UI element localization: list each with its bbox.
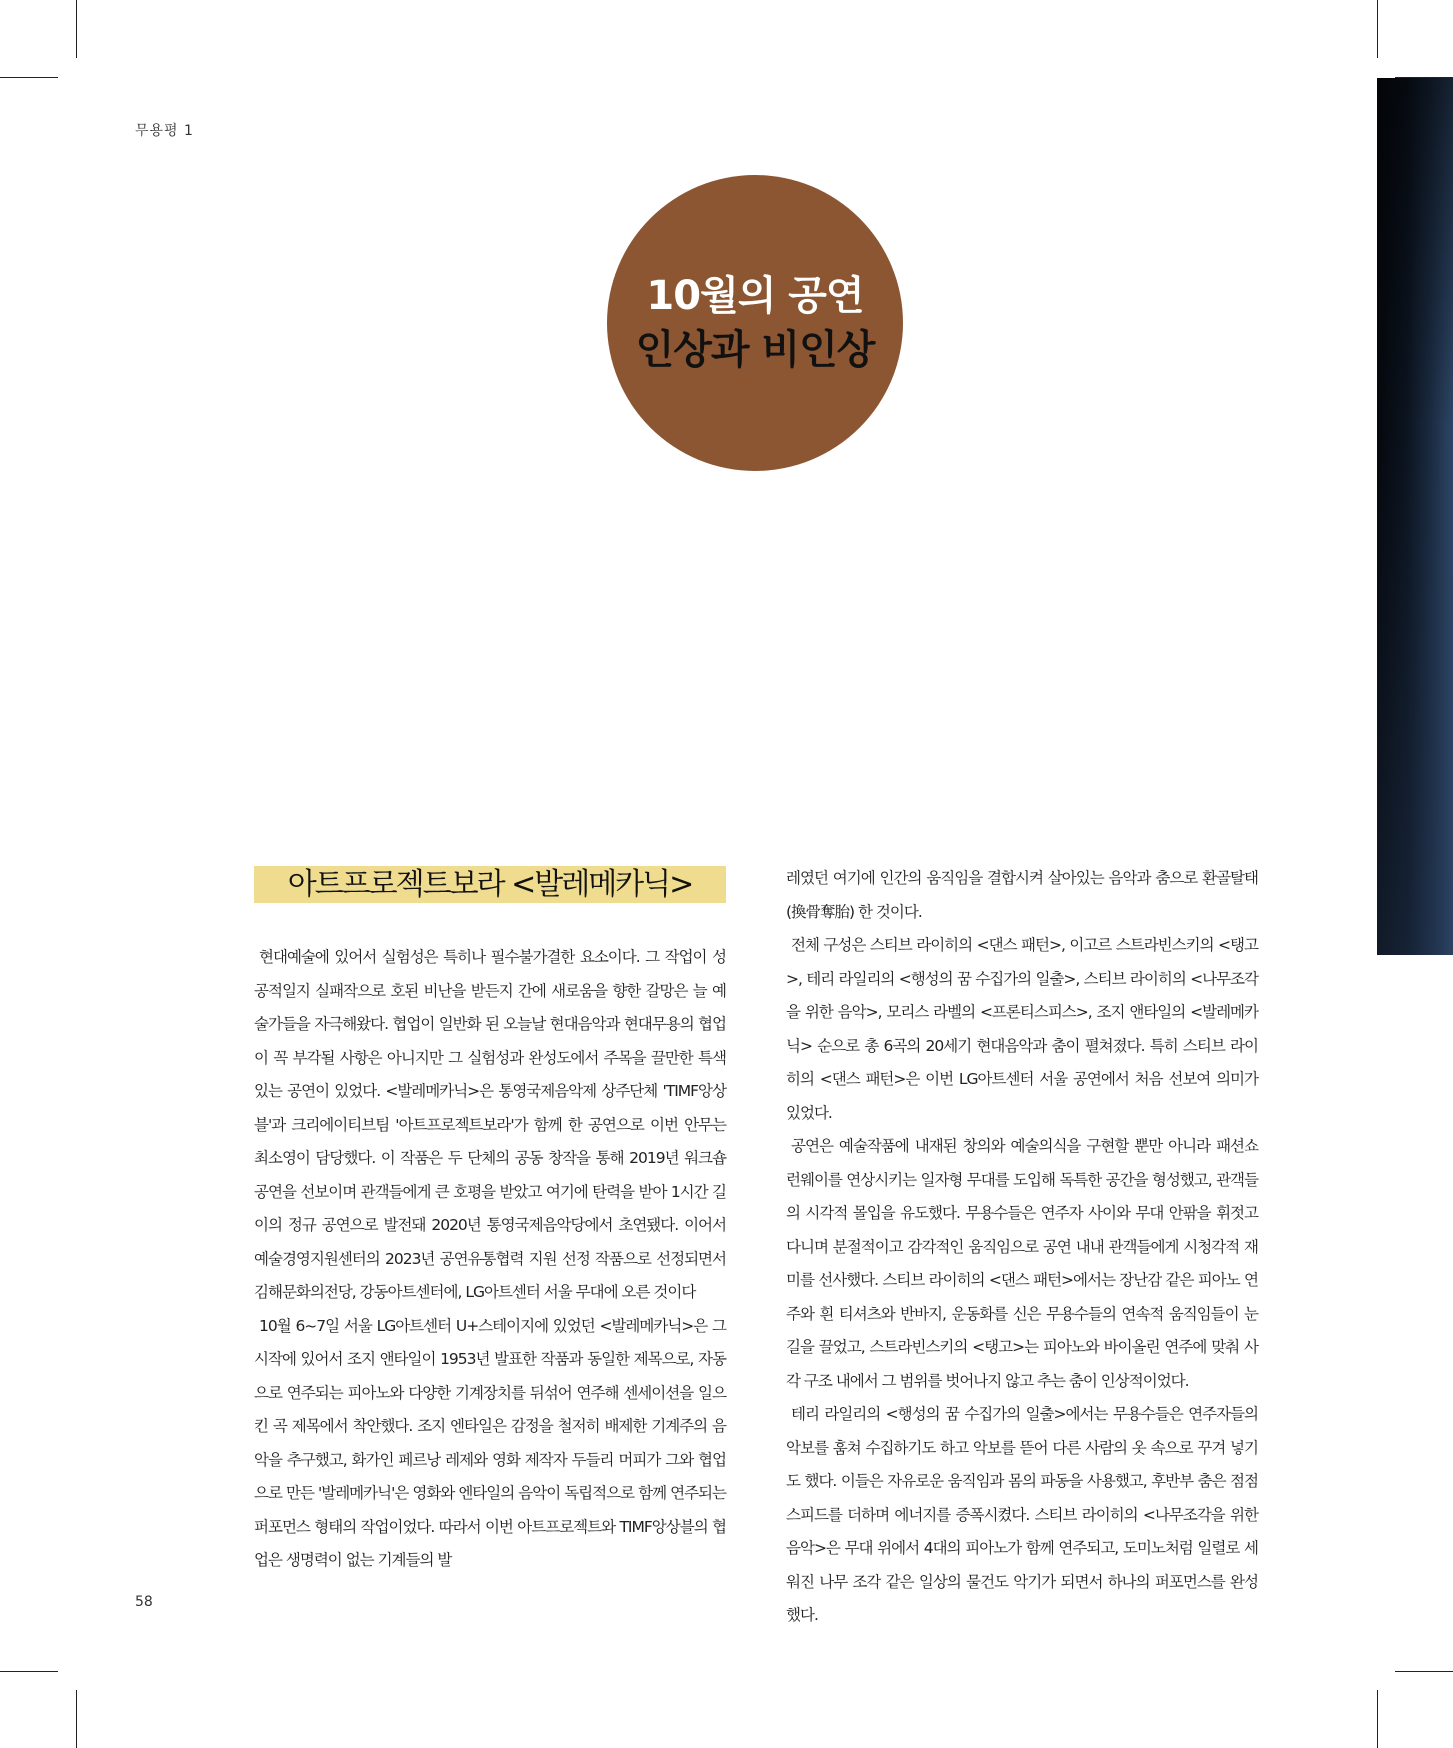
section-label: 무용평 1 <box>135 123 194 139</box>
crop-mark <box>1377 0 1378 58</box>
paragraph: 테리 라일리의 <행성의 꿈 수집가의 일출>에서는 무용수들은 연주자들의 악보를 훔쳐 수집하기도 하고 악보를 뜯어 다른 사람의 옷 속으로 꾸겨 넣기도 했다. 이들은 자유로운 움직임과 몸의 파동을 사용했고, 후반부 춤은 점점 스피드를 더하며 에너지를 증폭시켰다. 스티브 라이히의 <나무조각을 위한 음악>은 무대 위에서 4대의 피아노가 함께 연주되고, 도미노처럼 일렬로 세워진 나무 조각 같은 일상의 물건도 악기가 되면서 하나의 퍼포먼스를 완성했다. <box>786 1405 1258 1624</box>
title-circle <box>607 175 903 471</box>
paragraph: 현대예술에 있어서 실험성은 특히나 필수불가결한 요소이다. 그 작업이 성공적일지 실패작으로 호된 비난을 받든지 간에 새로움을 향한 갈망은 늘 예술가들을 자극해왔다. 협업이 일반화 된 오늘날 현대음악과 현대무용의 협업이 꼭 부각될 사항은 아니지만 그 실험성과 완성도에서 주목을 끌만한 특색 있는 공연이 있었다. <발레메카닉>은 통영국제음악제 상주단체 'TIMF앙상블'과 크리에이티브팀 '아트프로젝트보라'가 함께 한 공연으로 이번 안무는 최소영이 담당했다. 이 작품은 두 단체의 공동 창작을 통해 2019년 워크숍 공연을 선보이며 관객들에게 큰 호평을 받았고 여기에 탄력을 받아 1시간 길이의 정규 공연으로 발전돼 2020년 통영국제음악당에서 초연됐다. 이어서 예술경영지원센터의 2023년 공연유통협력 지원 선정 작품으로 선정되면서 김해문화의전당, 강동아트센터에, LG아트센터 서울 무대에 오른 것이다 <box>254 948 726 1301</box>
crop-mark <box>0 77 58 78</box>
left-column <box>254 941 726 1578</box>
paragraph-continuation: 레였던 여기에 인간의 움직임을 결합시켜 살아있는 음악과 춤으로 환골탈태(換骨奪胎) 한 것이다. <box>786 869 1258 921</box>
crop-mark <box>76 0 77 58</box>
crop-mark <box>1377 1690 1378 1748</box>
crop-mark <box>0 1671 58 1672</box>
paragraph: 10월 6~7일 서울 LG아트센터 U+스테이지에 있었던 <발레메카닉>은 그 시작에 있어서 조지 앤타일이 1953년 발표한 작품과 동일한 제목으로, 자동으로 연주되는 피아노와 다양한 기계장치를 뒤섞어 연주해 센세이션을 일으킨 곡 제목에서 착안했다. 조지 엔타일은 감정을 철저히 배제한 기계주의 음악을 추구했고, 화가인 페르낭 레제와 영화 제작자 두들리 머피가 그와 협업으로 만든 '발레메카닉'은 영화와 엔타일의 음악이 독립적으로 함께 연주되는 퍼포먼스 형태의 작업이었다. 따라서 이번 아트프로젝트와 TIMF앙상블의 협업은 생명력이 없는 기계들의 발 <box>254 1316 726 1569</box>
title-line-1: 10월의 공연 <box>646 273 864 319</box>
right-column <box>786 862 1258 1633</box>
crop-mark <box>1395 1671 1453 1672</box>
crop-mark <box>76 1690 77 1748</box>
title-line-2: 인상과 비인상 <box>635 327 875 373</box>
paragraph: 공연은 예술작품에 내재된 창의와 예술의식을 구현할 뿐만 아니라 패션쇼 런웨이를 연상시키는 일자형 무대를 도입해 독특한 공간을 형성했고, 관객들의 시각적 몰입을 유도했다. 무용수들은 연주자 사이와 무대 안팎을 휘젓고 다니며 분절적이고 감각적인 움직임으로 공연 내내 관객들에게 시청각적 재미를 선사했다. 스티브 라이히의 <댄스 패턴>에서는 장난감 같은 피아노 연주와 흰 티셔츠와 반바지, 운동화를 신은 무용수들의 연속적 움직임들이 눈길을 끌었고, 스트라빈스키의 <탱고>는 피아노와 바이올린 연주에 맞춰 사각 구조 내에서 그 범위를 벗어나지 않고 추는 춤이 인상적이었다. <box>786 1137 1258 1390</box>
photo-edge-strip <box>1377 78 1453 955</box>
paragraph: 전체 구성은 스티브 라이히의 <댄스 패턴>, 이고르 스트라빈스키의 <탱고>, 테리 라일리의 <행성의 꿈 수집가의 일출>, 스티브 라이히의 <나무조각을 위한 음악>, 모리스 라벨의 <프론티스피스>, 조지 앤타일의 <발레메카닉> 순으로 총 6곡의 20세기 현대음악과 춤이 펼쳐졌다. 특히 스티브 라이히의 <댄스 패턴>은 이번 LG아트센터 서울 공연에서 처음 선보여 의미가 있었다. <box>786 936 1258 1122</box>
article-heading: 아트프로젝트보라 <발레메카닉> <box>254 866 726 903</box>
page-number: 58 <box>135 1594 153 1610</box>
